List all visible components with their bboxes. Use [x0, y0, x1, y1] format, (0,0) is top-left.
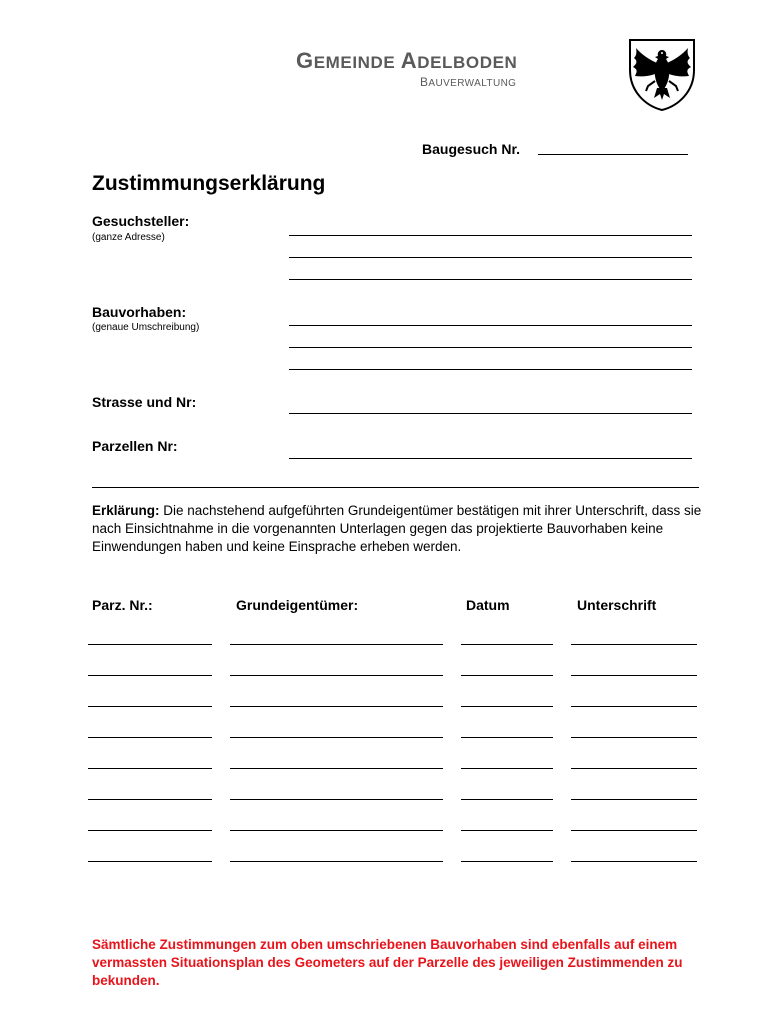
signature-row-7-parzelle-line[interactable] [88, 830, 212, 831]
section-divider [92, 487, 699, 488]
gesuchsteller-label: Gesuchsteller: [92, 213, 190, 229]
signature-row-6-parzelle-line[interactable] [88, 799, 212, 800]
signature-row-7-datum-line[interactable] [461, 830, 553, 831]
baugesuch-number-field[interactable] [538, 154, 688, 155]
signature-row-5-unterschrift-line[interactable] [571, 768, 697, 769]
signature-row-2-datum-line[interactable] [461, 675, 553, 676]
baugesuch-label: Baugesuch Nr. [422, 141, 521, 157]
signature-row-8-parzelle-line[interactable] [88, 861, 212, 862]
signature-row-6-unterschrift-line[interactable] [571, 799, 697, 800]
column-header-parzelle: Parz. Nr.: [92, 597, 153, 613]
strasse-label: Strasse und Nr: [92, 394, 197, 410]
declaration-body: Die nachstehend aufgeführten Grundeigentümer bestätigen mit ihrer Unterschrift, dass sie nach Einsichtnahme in die vorgenannten Unterlagen gegen das projektierte Bauvorhaben keine Einwendungen haben und keine Einsprache erheben werden. [92, 503, 702, 554]
eagle-crest-icon [624, 36, 700, 112]
signature-row-4-unterschrift-line[interactable] [571, 737, 697, 738]
declaration-label: Erklärung: [92, 503, 160, 518]
signature-row-3-unterschrift-line[interactable] [571, 706, 697, 707]
signature-row-1-grundeigentuemer-line[interactable] [230, 644, 443, 645]
signature-row-3-parzelle-line[interactable] [88, 706, 212, 707]
signature-row-8-datum-line[interactable] [461, 861, 553, 862]
signature-row-2-parzelle-line[interactable] [88, 675, 212, 676]
signature-row-5-grundeigentuemer-line[interactable] [230, 768, 443, 769]
municipality-initial-1: G [296, 48, 314, 73]
signature-row-5-parzelle-line[interactable] [88, 768, 212, 769]
signature-row-4-parzelle-line[interactable] [88, 737, 212, 738]
gesuchsteller-hint: (ganze Adresse) [92, 232, 165, 243]
signature-row-8-grundeigentuemer-line[interactable] [230, 861, 443, 862]
bauvorhaben-hint: (genaue Umschreibung) [92, 322, 200, 333]
parzellen-line[interactable] [289, 458, 692, 459]
signature-row-5-datum-line[interactable] [461, 768, 553, 769]
signature-row-1-unterschrift-line[interactable] [571, 644, 697, 645]
gesuchsteller-line-2[interactable] [289, 257, 692, 258]
signature-row-8-unterschrift-line[interactable] [571, 861, 697, 862]
signature-row-6-grundeigentuemer-line[interactable] [230, 799, 443, 800]
bauvorhaben-label: Bauvorhaben: [92, 304, 187, 320]
strasse-line[interactable] [289, 413, 692, 414]
column-header-datum: Datum [466, 597, 510, 613]
column-header-grundeigentuemer: Grundeigentümer: [236, 597, 359, 613]
signature-row-4-datum-line[interactable] [461, 737, 553, 738]
municipality-name [296, 48, 517, 74]
signature-row-7-grundeigentuemer-line[interactable] [230, 830, 443, 831]
signature-row-3-datum-line[interactable] [461, 706, 553, 707]
gesuchsteller-line-3[interactable] [289, 279, 692, 280]
gesuchsteller-line-1[interactable] [289, 235, 692, 236]
notice-text: Sämtliche Zustimmungen zum oben umschriebenen Bauvorhaben sind ebenfalls auf einem vermassten Situationsplan des Geometers auf der Parzelle des jeweiligen Zustimmenden zu bekunden. [92, 937, 683, 988]
signature-row-2-unterschrift-line[interactable] [571, 675, 697, 676]
bauvorhaben-line-2[interactable] [289, 347, 692, 348]
signature-row-3-grundeigentuemer-line[interactable] [230, 706, 443, 707]
signature-row-4-grundeigentuemer-line[interactable] [230, 737, 443, 738]
bauvorhaben-line-3[interactable] [289, 369, 692, 370]
column-header-unterschrift: Unterschrift [577, 597, 657, 613]
page-title: Zustimmungserklärung [92, 172, 326, 195]
declaration-text [92, 502, 702, 556]
bauvorhaben-line-1[interactable] [289, 325, 692, 326]
signature-row-7-unterschrift-line[interactable] [571, 830, 697, 831]
department-name [420, 75, 516, 89]
municipality-initial-2: A [400, 48, 418, 73]
parzellen-label: Parzellen Nr: [92, 438, 178, 454]
signature-row-6-datum-line[interactable] [461, 799, 553, 800]
department-word: AUVERWALTUNG [428, 78, 517, 89]
signature-row-1-parzelle-line[interactable] [88, 644, 212, 645]
municipality-word-1: EMEINDE [313, 53, 396, 72]
signature-row-2-grundeigentuemer-line[interactable] [230, 675, 443, 676]
signature-row-1-datum-line[interactable] [461, 644, 553, 645]
department-initial: B [420, 75, 429, 89]
municipality-word-2: DELBODEN [417, 53, 518, 72]
